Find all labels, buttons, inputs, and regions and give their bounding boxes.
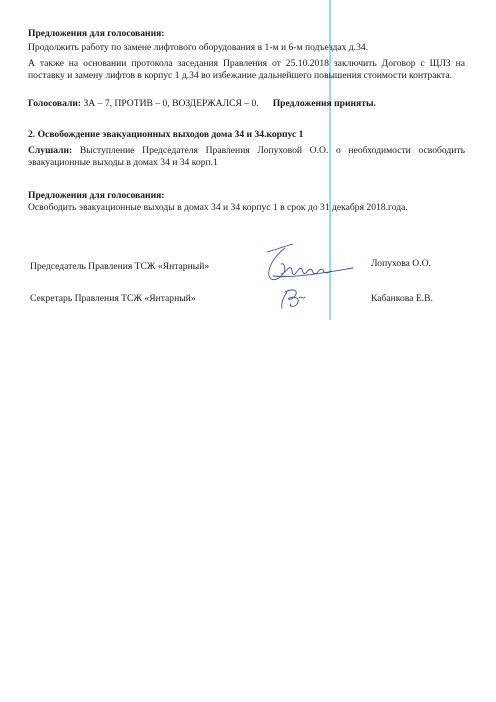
proposal-paragraph-1: Продолжить работу по замене лифтового оборудования в 1-м и 6-м подъездах д.34.	[28, 42, 369, 53]
voting-result: ЗА – 7, ПРОТИВ – 0, ВОЗДЕРЖАЛСЯ – 0.	[83, 98, 259, 109]
chair-name: Лопухова О.О.	[371, 258, 431, 269]
proposal-paragraph-3: Освободить эвакуационные выходы в домах 34 и 34 корпус 1 в срок до 31 декабря 2018.года.	[28, 202, 408, 213]
secretary-signature-label: Секретарь Правления ТСЖ «Янтарный»	[30, 293, 196, 304]
voting-decision: Предложения приняты.	[272, 98, 376, 109]
proposals-heading-2: Предложения для голосования:	[28, 190, 165, 201]
secretary-name: Кабанкова Е.В.	[371, 293, 433, 304]
handwritten-signature-icon	[255, 240, 365, 315]
heard-text: Выступление Председателя Правления Лопуховой О.О. о необходимости освободить эвакуационные выходы в домах 34 и 34 корп.1	[28, 145, 465, 169]
chair-signature-label: Председатель Правления ТСЖ «Янтарный»	[30, 261, 210, 272]
voting-label: Голосовали:	[28, 98, 82, 109]
section-2-title: 2. Освобождение эвакуационных выходов дома 34 и 34.корпус 1	[28, 129, 304, 140]
voting-result-line	[28, 98, 376, 110]
heard-label: Слушали:	[28, 145, 73, 156]
proposals-heading-1: Предложения для голосования:	[28, 28, 165, 39]
proposal-paragraph-2: А также на основании протокола заседания Правления от 25.10.2018 заключить Договор с ЩЛЗ на поставку и замену лифтов в корпус 1 д.34 во избежание дальнейшего повышения стоимости контракта.	[28, 58, 465, 82]
heard-paragraph	[28, 145, 465, 169]
